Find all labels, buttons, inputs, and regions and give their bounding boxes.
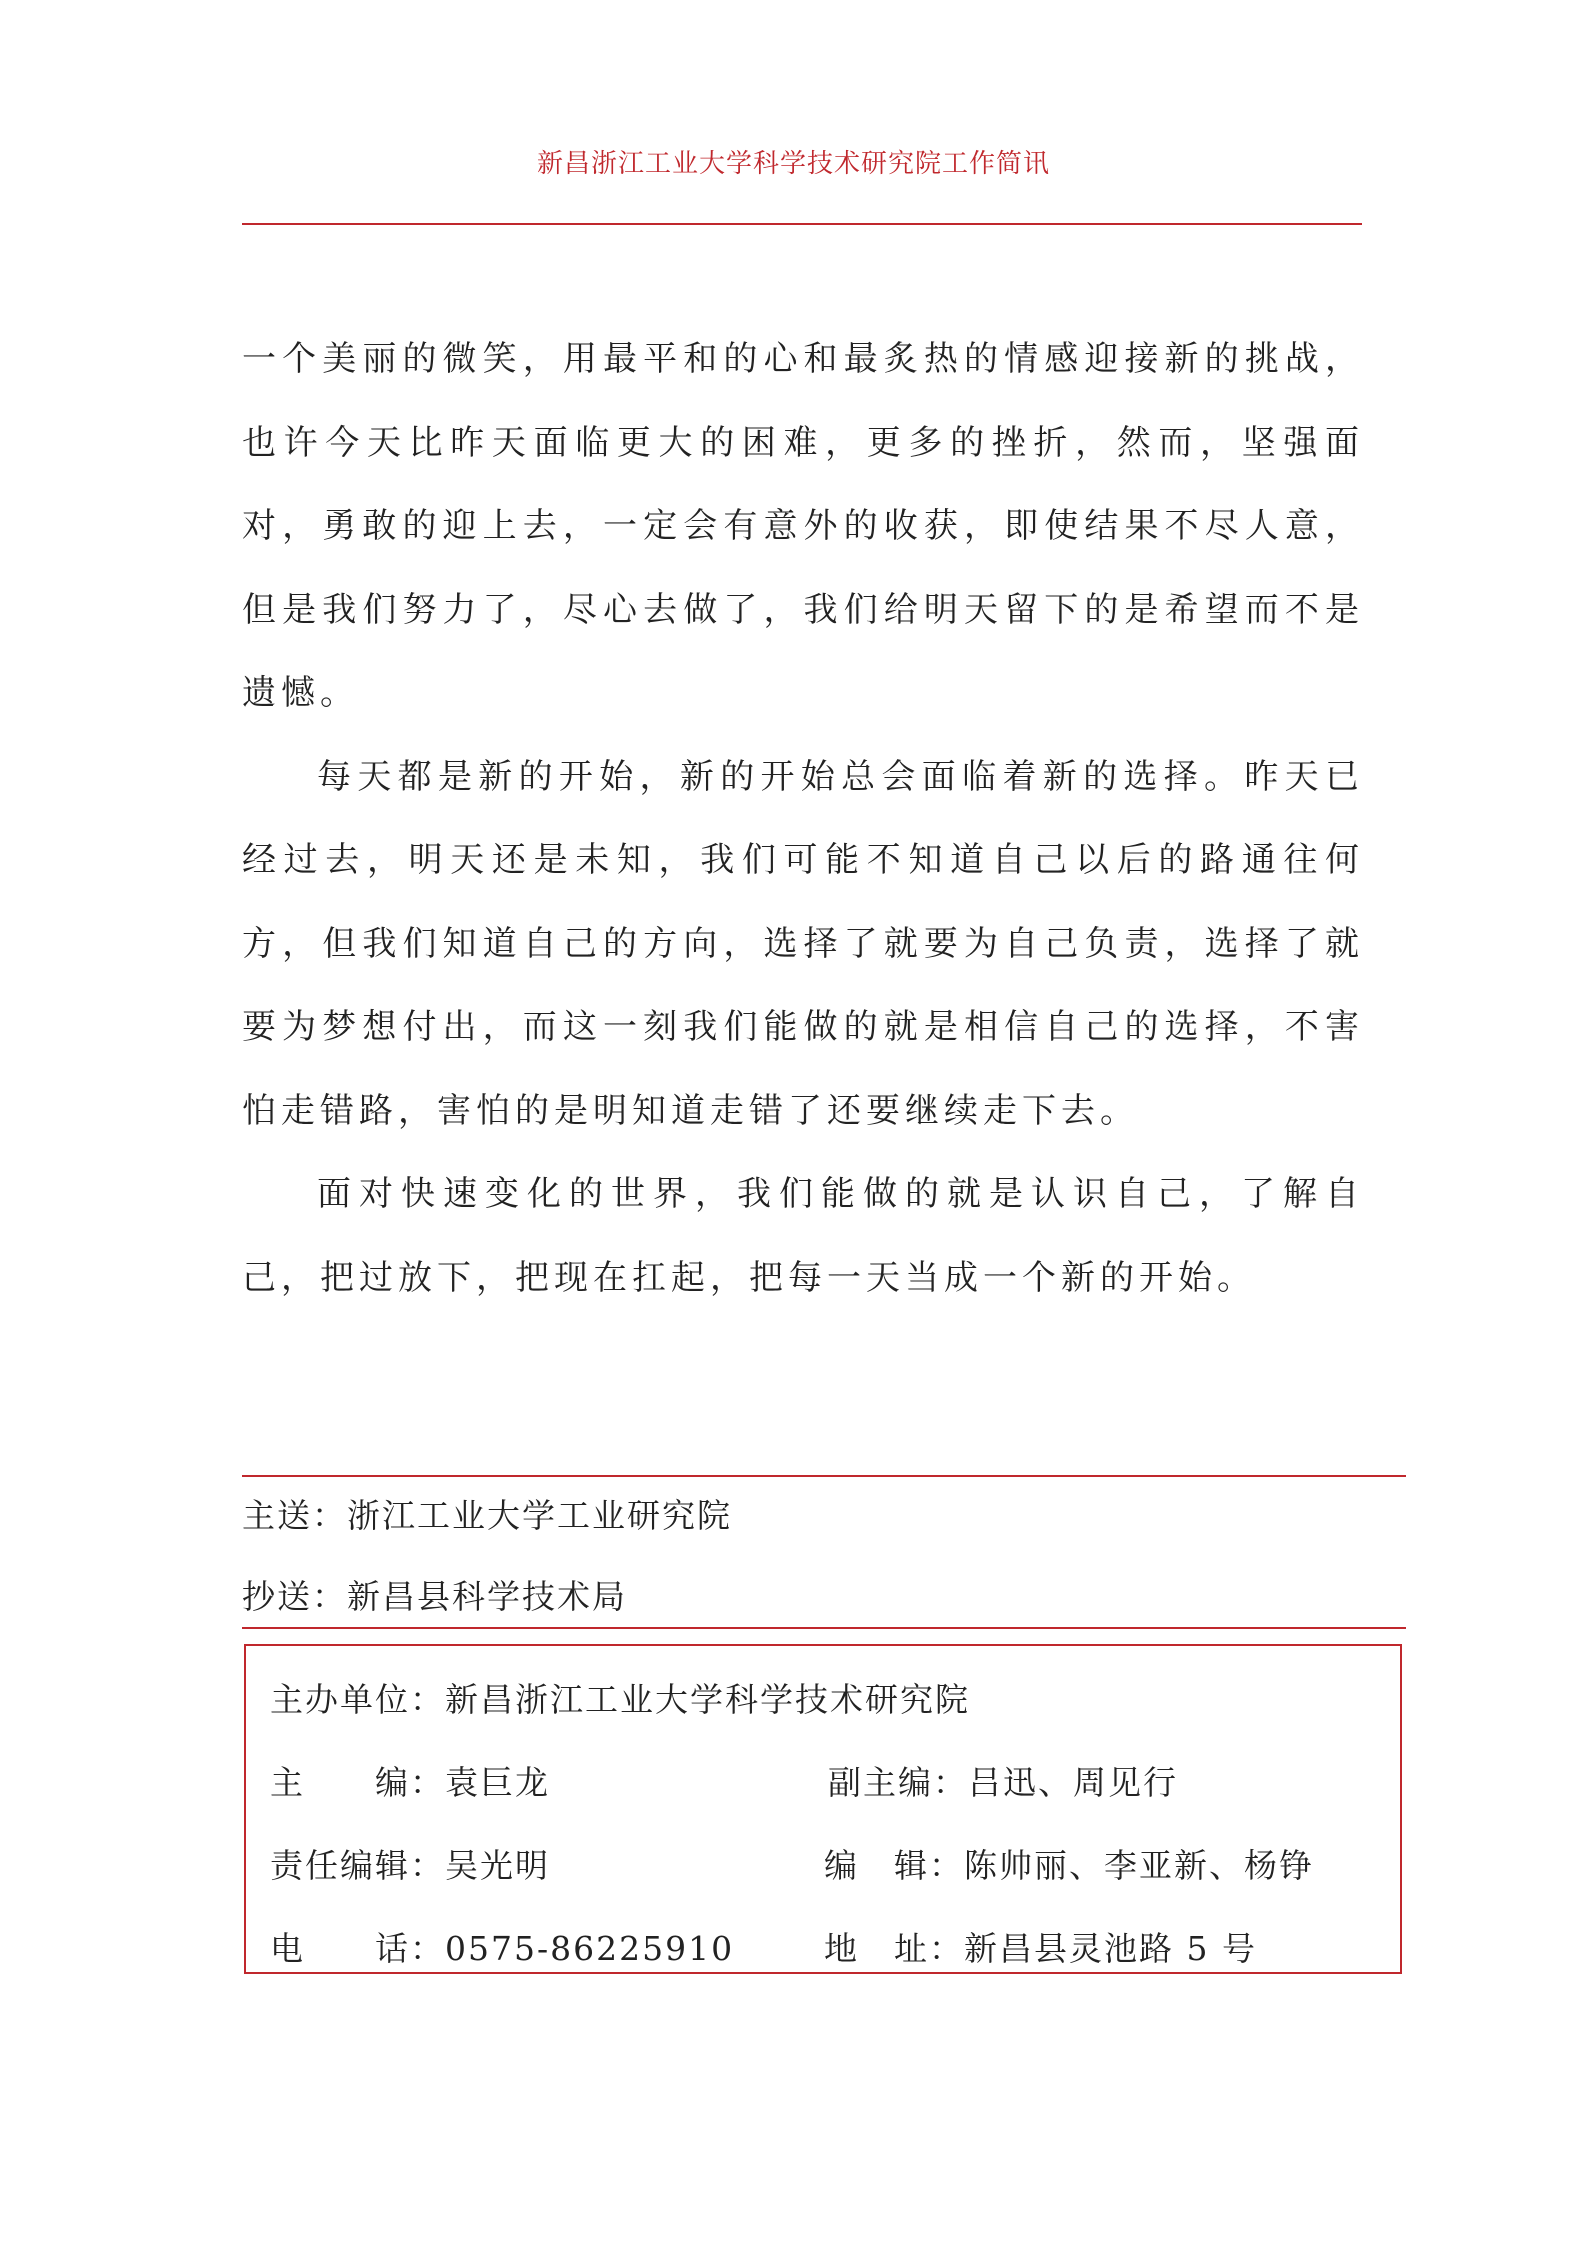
editors-row [824, 1840, 1314, 1887]
distribution-bottom-divider [242, 1627, 1406, 1629]
address-label: 地 址： [824, 1929, 964, 1968]
deputy-editor-row [828, 1757, 1178, 1804]
editors-value: 陈帅丽、李亚新、杨铮 [964, 1846, 1314, 1885]
header-divider [242, 223, 1362, 225]
distribution-top-divider [242, 1475, 1406, 1477]
publication-info-box [244, 1644, 1402, 1974]
article-paragraph-3: 面对快速变化的世界，我们能做的就是认识自己，了解自己，把过放下，把现在扛起，把每一天当成一个新的开始。 [242, 1174, 1364, 1298]
editors-label: 编 辑： [824, 1846, 964, 1885]
responsible-editor-value: 吴光明 [445, 1846, 550, 1885]
phone-row [270, 1923, 734, 1970]
responsible-editor-label: 责任编辑： [270, 1846, 445, 1885]
main-recipient-line [242, 1490, 732, 1537]
newsletter-header-title: 新昌浙江工业大学科学技术研究院工作简讯 [536, 149, 1050, 179]
article-paragraph-1: 一个美丽的微笑，用最平和的心和最炙热的情感迎接新的挑战，也许今天比昨天面临更大的困难，更多的挫折，然而，坚强面对，勇敢的迎上去，一定会有意外的收获，即使结果不尽人意，但是我们努力了，尽心去做了，我们给明天留下的是希望而不是遗憾。 [242, 339, 1364, 713]
sponsor-label: 主办单位： [270, 1680, 445, 1719]
phone-value: 0575-86225910 [445, 1929, 735, 1968]
sponsor-row [270, 1674, 970, 1721]
cc-recipient-value: 新昌县科学技术局 [347, 1577, 627, 1616]
cc-recipient-label: 抄送： [242, 1577, 347, 1616]
phone-label: 电 话： [270, 1929, 445, 1968]
cc-recipient-line [242, 1571, 627, 1618]
main-recipient-label: 主送： [242, 1496, 347, 1535]
address-value: 新昌县灵池路 5 号 [964, 1929, 1257, 1968]
editor-label: 主 编： [270, 1763, 445, 1802]
editor-value: 袁巨龙 [445, 1763, 550, 1802]
address-row [824, 1923, 1257, 1970]
main-recipient-value: 浙江工业大学工业研究院 [347, 1496, 732, 1535]
responsible-editor-row [270, 1840, 550, 1887]
deputy-editor-value: 吕迅、周见行 [968, 1763, 1178, 1802]
article-paragraph-2: 每天都是新的开始，新的开始总会面临着新的选择。昨天已经过去，明天还是未知，我们可能不知道自己以后的路通往何方，但我们知道自己的方向，选择了就要为自己负责，选择了就要为梦想付出，而这一刻我们能做的就是相信自己的选择，不害怕走错路，害怕的是明知道走错了还要继续走下去。 [242, 756, 1364, 1131]
article-body [242, 318, 1364, 1320]
deputy-editor-label: 副主编： [828, 1763, 968, 1802]
sponsor-value: 新昌浙江工业大学科学技术研究院 [445, 1680, 970, 1719]
editor-row [270, 1757, 550, 1804]
